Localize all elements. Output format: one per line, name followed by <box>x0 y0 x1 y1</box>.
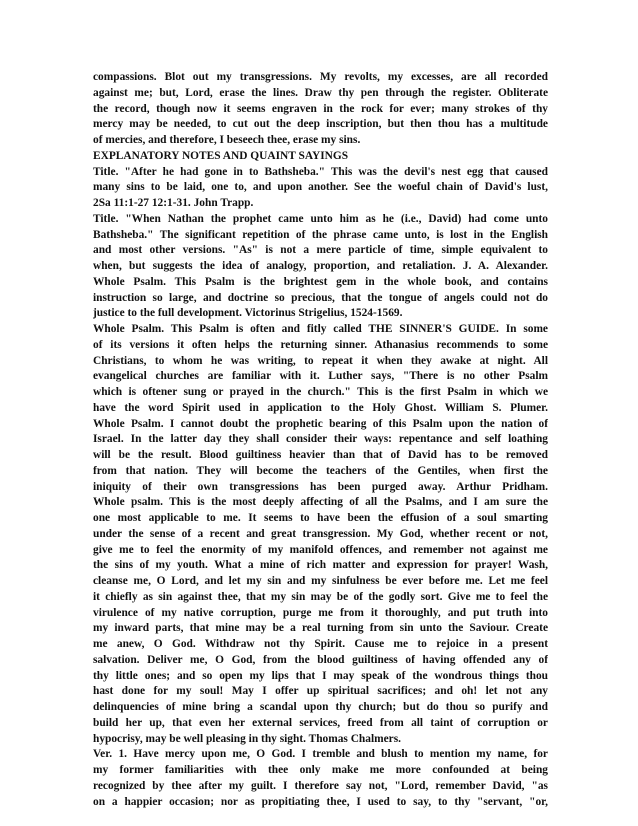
document-page <box>93 70 548 810</box>
text-line: mercy may be needed, to cut out the deep inscription, but then thou has a multitude <box>93 118 548 131</box>
text-line: Israel. In the latter day they shall consider their ways: repentance and self loathing <box>93 433 548 446</box>
text-line: virulence of my native corruption, purge me from it thoroughly, and put truth into <box>93 606 548 619</box>
text-line: hypocrisy, may be well pleasing in thy sight. Thomas Chalmers. <box>93 732 402 745</box>
text-line: Ver. 1. Have mercy upon me, O God. I tremble and blush to mention my name, for <box>93 748 548 761</box>
text-line: Bathsheba." The significant repetition of the phrase came unto, is lost in the English <box>93 228 548 241</box>
text-line: have the word Spirit used in application to the Holy Ghost. William S. Plumer. <box>93 401 548 414</box>
text-line: delinquencies of mine bring a scandal upon thy church; but do thou so purify and <box>93 701 548 713</box>
text-line: salvation. Deliver me, O God, from the blood guiltiness of having offended any of <box>93 653 548 666</box>
section-heading: EXPLANATORY NOTES AND QUAINT SAYINGS <box>93 149 349 162</box>
text-line: against me; but, Lord, erase the lines. Draw thy pen through the register. Obliterate <box>93 86 548 99</box>
text-line: under the sense of a recent and great transgression. My God, whether recent or not, <box>93 527 548 540</box>
text-line: many sins to be laid, one to, and upon another. See the woeful chain of David's lust, <box>93 181 548 194</box>
text-line: on a happier occasion; nor as propitiating thee, I used to say, to thy "servant, "or, <box>93 795 548 808</box>
text-line: instruction so large, and doctrine so precious, that the tongue of angels could not do <box>93 291 548 304</box>
text-line: iniquity of their own transgressions has been purged away. Arthur Pridham. <box>93 480 548 493</box>
text-line: when, but suggests the idea of analogy, proportion, and retaliation. J. A. Alexander. <box>93 260 548 272</box>
text-line: Whole Psalm. This Psalm is often and fitly called THE SINNER'S GUIDE. In some <box>93 323 548 335</box>
text-line: one most applicable to me. It seems to have been the effusion of a soul smarting <box>93 512 548 524</box>
text-line: give me to feel the enormity of my manifold offences, and remember not against me <box>93 543 548 556</box>
text-line: build her up, that even her external services, freed from all taint of corruption or <box>93 716 548 729</box>
text-line: me anew, O God. Withdraw not thy Spirit. Cause me to rejoice in a present <box>93 638 548 650</box>
text-line: my former familiarities with thee only make me more confounded at being <box>93 764 548 776</box>
text-line: Christians, to whom he was writing, to repeat it when they awake at night. All <box>93 354 548 367</box>
text-line: evangelical churches are familiar with it. Luther says, "There is no other Psalm <box>93 370 548 383</box>
text-line: my inward parts, that mine may be a real turning from sin unto the Saviour. Create <box>93 622 548 635</box>
text-line: Whole Psalm. I cannot doubt the prophetic bearing of this Psalm upon the nation of <box>93 417 548 430</box>
text-line: from that nation. They will become the teachers of the Gentiles, when first the <box>93 464 548 477</box>
text-line: of its versions it often helps the returning sinner. Athanasius recommends to some <box>93 338 548 351</box>
text-line: hast done for my soul! May I offer up spiritual sacrifices; and oh! let not any <box>93 685 548 698</box>
text-line: the record, though now it seems engraven in the rock for ever; many strokes of thy <box>93 102 548 115</box>
text-line: justice to the full development. Victorinus Strigelius, 1524-1569. <box>93 307 403 320</box>
text-line: thy little ones; and so open my lips that I may speak of the wondrous things thou <box>93 669 548 682</box>
text-line: recognized by thee after my guilt. I therefore say not, "Lord, remember David, "as <box>93 779 548 792</box>
text-line: Whole psalm. This is the most deeply affecting of all the Psalms, and I am sure the <box>93 496 548 509</box>
text-line: of mercies, and therefore, I beseech thee, erase my sins. <box>93 134 361 146</box>
text-line: 2Sa 11:1-27 12:1-31. John Trapp. <box>93 197 254 209</box>
text-line: the sins of my youth. What a mine of rich matter and expression for prayer! Wash, <box>93 559 548 572</box>
text-line: cleanse me, O Lord, and let my sin and my sinfulness be ever before me. Let me feel <box>93 575 548 587</box>
text-line: compassions. Blot out my transgressions. My revolts, my excesses, are all recorded <box>93 71 548 83</box>
text-line: and most other versions. "As" is not a mere particle of time, simple equivalent to <box>93 244 548 257</box>
text-line: it chiefly as sin against thee, that my sin may be of the godly sort. Give me to feel the <box>93 590 548 603</box>
text-line: Whole Psalm. This Psalm is the brightest gem in the whole book, and contains <box>93 275 548 288</box>
text-line: Title. "When Nathan the prophet came unto him as he (i.e., David) had come unto <box>93 212 548 225</box>
text-line: which is oftener sung or prayed in the church." This is the first Psalm in which we <box>93 386 548 398</box>
text-line: will be the result. Blood guiltiness heavier than that of David has to be removed <box>93 449 548 461</box>
text-line: Title. "After he had gone in to Bathsheba." This was the devil's nest egg that caused <box>93 165 548 178</box>
